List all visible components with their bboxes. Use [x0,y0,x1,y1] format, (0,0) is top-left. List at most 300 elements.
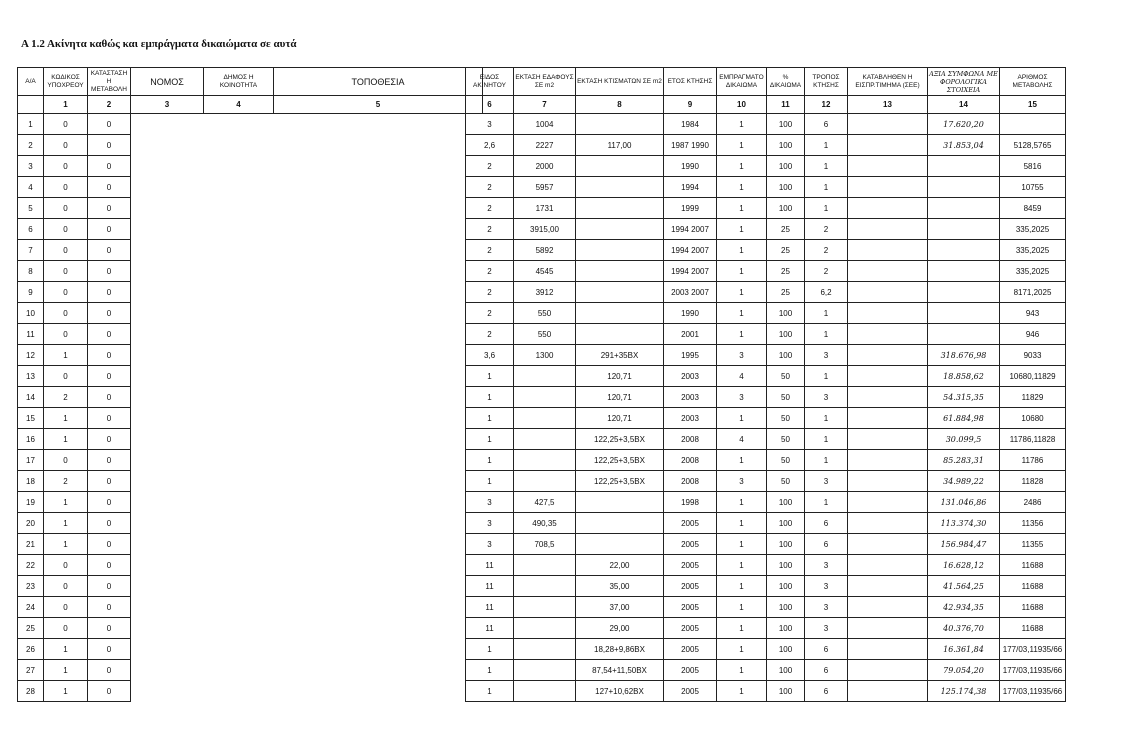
row-eidos: 2,6 [466,135,514,156]
row-axia: 79.054,20 [928,660,1000,681]
row-arith: 943 [1000,303,1066,324]
row-axia [928,282,1000,303]
table-row [466,240,1066,261]
row-aa: 4 [18,177,44,198]
row-etos: 2005 [664,597,717,618]
row-etos: 1984 [664,114,717,135]
row-empr: 1 [717,450,767,471]
table-row [466,261,1066,282]
row-axia [928,156,1000,177]
row-tropos: 2 [805,240,848,261]
row-tropos: 2 [805,219,848,240]
row-axia [928,198,1000,219]
row-empr: 1 [717,261,767,282]
row-axia: 34.989,22 [928,471,1000,492]
table-row [466,198,1066,219]
table-row [466,114,1066,135]
row-eidos: 1 [466,429,514,450]
row-edafos [514,681,576,702]
row-pct: 100 [767,555,805,576]
row-empr: 1 [717,555,767,576]
row-aa: 15 [18,408,44,429]
left-number-row [18,96,483,114]
row-arith: 11688 [1000,597,1066,618]
row-etos: 1994 [664,177,717,198]
table-row [466,366,1066,387]
table-row [466,681,1066,702]
row-kodikos: 0 [44,240,88,261]
colnum: 5 [274,96,483,114]
row-pct: 100 [767,681,805,702]
colnum: 4 [204,96,274,114]
row-axia: 156.984,47 [928,534,1000,555]
row-eidos: 2 [466,240,514,261]
row-katastasi: 0 [88,618,131,639]
row-katav [848,555,928,576]
row-edafos [514,471,576,492]
table-row [466,513,1066,534]
row-axia: 61.884,98 [928,408,1000,429]
row-ktisma: 120,71 [576,387,664,408]
row-ktisma [576,198,664,219]
row-katav [848,513,928,534]
row-tropos: 3 [805,597,848,618]
row-aa: 24 [18,597,44,618]
row-eidos: 2 [466,198,514,219]
row-arith: 11786,11828 [1000,429,1066,450]
row-kodikos: 0 [44,597,88,618]
row-kodikos: 0 [44,156,88,177]
row-edafos: 3912 [514,282,576,303]
row-katastasi: 0 [88,324,131,345]
row-axia: 18.858,62 [928,366,1000,387]
row-pct: 100 [767,618,805,639]
row-aa: 12 [18,345,44,366]
row-eidos: 3,6 [466,345,514,366]
table-row [466,408,1066,429]
row-empr: 3 [717,471,767,492]
row-pct: 50 [767,450,805,471]
colnum: 6 [466,96,514,114]
row-empr: 1 [717,639,767,660]
row-ktisma [576,282,664,303]
row-empr: 3 [717,387,767,408]
row-tropos: 6 [805,534,848,555]
row-arith: 11688 [1000,576,1066,597]
row-tropos: 6 [805,681,848,702]
row-axia: 125.174,38 [928,681,1000,702]
row-katastasi: 0 [88,240,131,261]
row-ktisma: 87,54+11,50BX [576,660,664,681]
row-ktisma [576,324,664,345]
row-ktisma: 18,28+9,86BX [576,639,664,660]
table-row [466,492,1066,513]
row-katastasi: 0 [88,261,131,282]
row-aa: 28 [18,681,44,702]
row-pct: 25 [767,219,805,240]
row-etos: 1994 2007 [664,219,717,240]
row-katastasi: 0 [88,303,131,324]
row-pct: 25 [767,240,805,261]
row-aa: 23 [18,576,44,597]
row-arith: 10680,11829 [1000,366,1066,387]
row-arith: 8459 [1000,198,1066,219]
row-pct: 100 [767,198,805,219]
row-tropos: 3 [805,387,848,408]
row-ktisma: 117,00 [576,135,664,156]
row-ktisma: 291+35BX [576,345,664,366]
row-empr: 1 [717,324,767,345]
row-kodikos: 0 [44,261,88,282]
row-axia: 113.374,30 [928,513,1000,534]
row-etos: 1990 [664,303,717,324]
row-arith: 11688 [1000,555,1066,576]
row-pct: 100 [767,639,805,660]
table-row [466,597,1066,618]
header-eidos: ΕΙΔΟΣ ΑΚΙΝΗΤΟΥ [466,68,514,96]
row-pct: 50 [767,429,805,450]
row-edafos: 4545 [514,261,576,282]
row-katav [848,114,928,135]
header-edafos: ΕΚΤΑΣΗ ΕΔΑΦΟΥΣ ΣΕ m2 [514,68,576,96]
row-edafos: 490,35 [514,513,576,534]
row-kodikos: 1 [44,429,88,450]
colnum: 3 [131,96,204,114]
row-kodikos: 0 [44,135,88,156]
row-tropos: 3 [805,555,848,576]
row-tropos: 1 [805,135,848,156]
row-katastasi: 0 [88,135,131,156]
row-tropos: 3 [805,345,848,366]
row-aa: 22 [18,555,44,576]
header-axia: ΑΞΙΑ ΣΥΜΦΩΝΑ ΜΕ ΦΟΡΟΛΟΓΙΚΑ ΣΤΟΙΧΕΙΑ [929,69,998,94]
row-etos: 2005 [664,660,717,681]
row-axia: 16.361,84 [928,639,1000,660]
row-eidos: 2 [466,261,514,282]
row-edafos [514,639,576,660]
colnum: 10 [717,96,767,114]
row-edafos: 5957 [514,177,576,198]
row-eidos: 3 [466,492,514,513]
row-eidos: 2 [466,282,514,303]
row-kodikos: 1 [44,681,88,702]
table-row [466,324,1066,345]
row-ktisma: 35,00 [576,576,664,597]
row-ktisma: 22,00 [576,555,664,576]
row-empr: 1 [717,303,767,324]
row-edafos: 550 [514,303,576,324]
row-katastasi: 0 [88,282,131,303]
row-eidos: 1 [466,639,514,660]
row-arith: 5128,5765 [1000,135,1066,156]
table-row [466,555,1066,576]
table-row [466,303,1066,324]
row-edafos: 2000 [514,156,576,177]
row-arith: 11688 [1000,618,1066,639]
colnum [18,96,44,114]
row-empr: 1 [717,492,767,513]
row-katav [848,534,928,555]
row-katastasi: 0 [88,366,131,387]
row-arith: 335,2025 [1000,219,1066,240]
row-eidos: 1 [466,660,514,681]
left-header-row [18,68,483,96]
colnum: 9 [664,96,717,114]
row-tropos: 2 [805,261,848,282]
row-kodikos: 0 [44,198,88,219]
row-kodikos: 0 [44,114,88,135]
row-tropos: 6,2 [805,282,848,303]
row-aa: 1 [18,114,44,135]
header-pct: % ΔΙΚΑΙΩΜΑ [767,68,805,96]
row-katav [848,366,928,387]
row-ktisma: 120,71 [576,408,664,429]
row-etos: 2005 [664,618,717,639]
row-aa: 14 [18,387,44,408]
row-katav [848,576,928,597]
row-axia [928,303,1000,324]
row-ktisma: 120,71 [576,366,664,387]
row-katastasi: 0 [88,387,131,408]
row-kodikos: 0 [44,450,88,471]
row-etos: 2003 [664,387,717,408]
row-aa: 10 [18,303,44,324]
colnum: 15 [1000,96,1066,114]
row-etos: 2003 [664,408,717,429]
header-etos: ΕΤΟΣ ΚΤΗΣΗΣ [664,68,717,96]
row-axia [928,177,1000,198]
row-katav [848,429,928,450]
row-katav [848,450,928,471]
row-katastasi: 0 [88,177,131,198]
row-etos: 2005 [664,639,717,660]
row-katav [848,303,928,324]
row-kodikos: 0 [44,282,88,303]
row-aa: 9 [18,282,44,303]
row-edafos: 2227 [514,135,576,156]
row-arith: 11828 [1000,471,1066,492]
row-katav [848,261,928,282]
row-arith: 10680 [1000,408,1066,429]
table-row [466,618,1066,639]
header-tropos: ΤΡΟΠΟΣ ΚΤΗΣΗΣ [805,68,848,96]
row-tropos: 1 [805,429,848,450]
row-arith: 946 [1000,324,1066,345]
colnum: 2 [88,96,131,114]
row-aa: 13 [18,366,44,387]
row-tropos: 1 [805,324,848,345]
table-row [466,429,1066,450]
row-kodikos: 1 [44,534,88,555]
table-row [466,177,1066,198]
row-etos: 2008 [664,450,717,471]
row-katastasi: 0 [88,114,131,135]
row-pct: 100 [767,303,805,324]
row-eidos: 2 [466,324,514,345]
colnum: 7 [514,96,576,114]
header-katastasi: ΚΑΤΑΣΤΑΣΗ Η ΜΕΤΑΒΟΛΗ [88,68,131,96]
table-row [466,660,1066,681]
row-ktisma: 122,25+3,5BX [576,471,664,492]
row-axia: 30.099,5 [928,429,1000,450]
row-eidos: 1 [466,408,514,429]
row-axia: 17.620,20 [928,114,1000,135]
row-arith: 335,2025 [1000,261,1066,282]
row-empr: 1 [717,618,767,639]
row-etos: 2005 [664,534,717,555]
row-arith: 177/03,11935/66 [1000,660,1066,681]
row-kodikos: 1 [44,492,88,513]
row-tropos: 1 [805,198,848,219]
row-arith: 11786 [1000,450,1066,471]
row-katastasi: 0 [88,429,131,450]
row-axia: 41.564,25 [928,576,1000,597]
row-tropos: 1 [805,450,848,471]
row-empr: 1 [717,177,767,198]
row-katastasi: 0 [88,534,131,555]
row-empr: 1 [717,597,767,618]
table-row [466,387,1066,408]
row-tropos: 6 [805,660,848,681]
row-ktisma [576,156,664,177]
row-aa: 18 [18,471,44,492]
row-katastasi: 0 [88,198,131,219]
row-pct: 100 [767,534,805,555]
row-aa: 16 [18,429,44,450]
row-etos: 1999 [664,198,717,219]
row-etos: 2005 [664,576,717,597]
row-eidos: 1 [466,450,514,471]
row-katav [848,156,928,177]
row-pct: 50 [767,387,805,408]
row-pct: 100 [767,324,805,345]
row-empr: 1 [717,534,767,555]
row-arith: 11829 [1000,387,1066,408]
row-tropos: 1 [805,156,848,177]
row-axia: 54.315,35 [928,387,1000,408]
row-katav [848,240,928,261]
row-aa: 25 [18,618,44,639]
row-empr: 1 [717,576,767,597]
row-katastasi: 0 [88,555,131,576]
row-ktisma [576,492,664,513]
right-header-row [466,68,1066,96]
row-kodikos: 1 [44,345,88,366]
row-tropos: 6 [805,639,848,660]
row-kodikos: 0 [44,324,88,345]
row-pct: 50 [767,471,805,492]
row-edafos [514,555,576,576]
row-arith [1000,114,1066,135]
row-tropos: 1 [805,366,848,387]
row-empr: 1 [717,660,767,681]
row-aa: 7 [18,240,44,261]
row-ktisma: 122,25+3,5BX [576,429,664,450]
row-tropos: 1 [805,408,848,429]
row-etos: 1994 2007 [664,240,717,261]
row-axia: 40.376,70 [928,618,1000,639]
row-arith: 8171,2025 [1000,282,1066,303]
row-kodikos: 1 [44,408,88,429]
row-edafos: 550 [514,324,576,345]
row-edafos [514,387,576,408]
row-arith: 177/03,11935/66 [1000,681,1066,702]
header-kodikos: ΚΩΔΙΚΟΣ ΥΠΟΧΡΕΟΥ [44,68,88,96]
row-edafos [514,366,576,387]
row-eidos: 3 [466,114,514,135]
row-katav [848,282,928,303]
row-ktisma [576,219,664,240]
row-axia: 131.046,86 [928,492,1000,513]
row-etos: 2008 [664,429,717,450]
row-edafos: 1731 [514,198,576,219]
row-katastasi: 0 [88,345,131,366]
row-etos: 2005 [664,681,717,702]
colnum: 14 [928,96,1000,114]
row-katastasi: 0 [88,492,131,513]
row-katav [848,219,928,240]
row-pct: 100 [767,345,805,366]
row-empr: 1 [717,219,767,240]
row-kodikos: 1 [44,639,88,660]
row-eidos: 1 [466,387,514,408]
row-katav [848,345,928,366]
row-etos: 2005 [664,513,717,534]
table-row [466,156,1066,177]
row-katav [848,135,928,156]
row-ktisma [576,114,664,135]
row-kodikos: 0 [44,618,88,639]
row-empr: 1 [717,513,767,534]
row-aa: 17 [18,450,44,471]
row-arith: 2486 [1000,492,1066,513]
header-nomos: ΝΟΜΟΣ [131,68,204,96]
row-pct: 50 [767,366,805,387]
row-edafos: 5892 [514,240,576,261]
row-pct: 100 [767,156,805,177]
row-kodikos: 0 [44,303,88,324]
row-eidos: 2 [466,156,514,177]
row-katav [848,198,928,219]
row-etos: 2001 [664,324,717,345]
row-axia: 31.853,04 [928,135,1000,156]
row-aa: 5 [18,198,44,219]
row-tropos: 3 [805,576,848,597]
row-aa: 6 [18,219,44,240]
row-axia [928,261,1000,282]
row-edafos: 708,5 [514,534,576,555]
row-eidos: 3 [466,534,514,555]
row-axia [928,240,1000,261]
row-tropos: 3 [805,471,848,492]
row-eidos: 3 [466,513,514,534]
table-row [466,345,1066,366]
row-eidos: 11 [466,618,514,639]
row-katastasi: 0 [88,156,131,177]
row-katav [848,177,928,198]
row-eidos: 2 [466,177,514,198]
row-empr: 1 [717,135,767,156]
row-etos: 1987 1990 [664,135,717,156]
row-pct: 100 [767,660,805,681]
row-katav [848,387,928,408]
table-row [466,576,1066,597]
row-tropos: 6 [805,513,848,534]
row-tropos: 1 [805,492,848,513]
row-katastasi: 0 [88,450,131,471]
row-aa: 26 [18,639,44,660]
row-ktisma [576,261,664,282]
